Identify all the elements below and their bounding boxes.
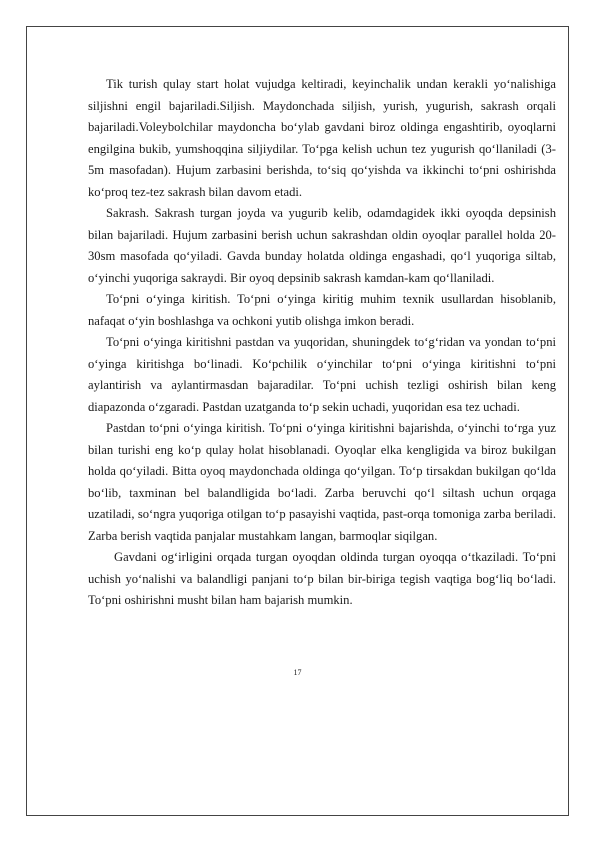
paragraph: Gavdani og‘irligini orqada turgan oyoqdan oldinda turgan oyoqqa o‘tkaziladi. To‘pni uchish yo‘nalishi va balandligi panjani to‘p bilan bir-biriga tegish vaqtiga bog‘liq bo‘ladi. To‘pni oshirishni musht bilan ham bajarish mumkin. [88,550,556,607]
document-body [88,74,556,612]
paragraph: Pastdan to‘pni o‘yinga kiritish. To‘pni o‘yinga kiritishni bajarishda, o‘yinchi to‘rga yuz bilan turishi eng ko‘p qulay holat hisoblanadi. Oyoqlar elka kengligida va biroz bukilgan holda qo‘yiladi. Bitta oyoq maydonchada oldinga qo‘yilgan. To‘p tirsakdan bukilgan qo‘lda bo‘lib, taxminan bel balandligida bo‘ladi. Zarba beruvchi qo‘l siltash uchun orqaga uzatiladi, so‘ngra yuqoriga otilgan to‘p pasayishi vaqtida, past-orqa tomoniga zarba beriladi. Zarba berish vaqtida panjalar mustahkam langan, barmoqlar siqilgan. [88,421,556,543]
paragraph: Sakrash. Sakrash turgan joyda va yugurib kelib, odamdagidek ikki oyoqda depsinish bilan bajariladi. Hujum zarbasini berish uchun sakrashdan oldin oyoqlar parallel holda 20-30sm masofada qo‘yiladi. Gavda bunday holatda oldinga engashadi, qo‘l yuqoriga siltab, o‘yinchi yuqoriga sakraydi. Bir oyoq depsinib sakrash kamdan-kam qo‘llaniladi. [88,206,556,285]
page-number: 17 [293,668,302,677]
paragraph: To‘pni o‘yinga kiritishni pastdan va yuqoridan, shuningdek to‘g‘ridan va yondan to‘pni o‘yinga kiritishga bo‘linadi. Ko‘pchilik o‘yinchilar to‘pni o‘yinga kiritishni to‘pni aylantirish va aylantirmasdan bajaradilar. To‘pni uchish tezligi oshirish bilan keng diapazonda o‘zgaradi. Pastdan uzatganda to‘p sekin uchadi, yuqoridan esa tez uchadi. [88,335,556,414]
paragraph: To‘pni o‘yinga kiritish. To‘pni o‘yinga kiritig muhim texnik usullardan hisoblanib, nafaqat o‘yin boshlashga va ochkoni yutib olishga imkon beradi. [88,292,556,328]
paragraph: Tik turish qulay start holat vujudga keltiradi, keyinchalik undan kerakli yo‘nalishiga siljishni engil bajariladi.Siljish. Maydonchada siljish, yurish, yugurish, sakrash orqali bajariladi.Voleybolchilar maydoncha bo‘ylab gavdani biroz oldinga engashtirib, oyoqlarni engilgina bukib, yumshoqqina siljiydilar. To‘pga kelish uchun tez yugurish qo‘llaniladi (3-5m masofadan). Hujum zarbasini berishda, to‘siq qo‘yishda va ikkinchi to‘pni oshirishda ko‘proq tez-tez sakrash bilan davom etadi. [88,77,556,199]
